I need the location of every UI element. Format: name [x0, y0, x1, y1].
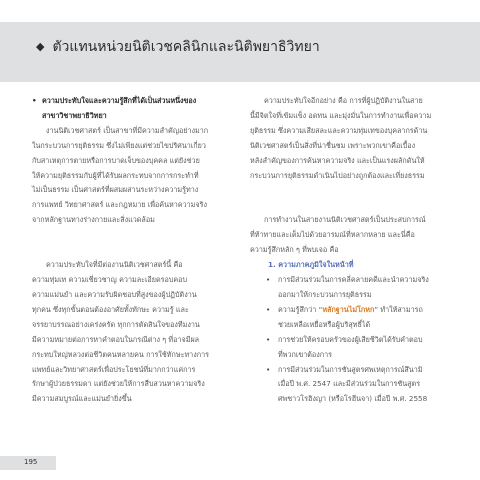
- section-title: [36, 36, 320, 58]
- question-heading-line: • ความประทับใจและความรู้สึกที่ได้เป็นส่วนหนึ่งของ: [42, 96, 197, 105]
- text-line: งานนิติเวชศาสตร์ เป็นสาขาที่มีความสำคัญอย่างมาก: [46, 125, 209, 135]
- text-line: จรรยาบรรณอย่างเคร่งครัด ทุกการตัดสินใจของทีมงาน: [32, 319, 200, 329]
- text-line: ให้ความยุติธรรมกับผู้ที่ได้รับผลกระทบจากการกระทำที่: [32, 170, 199, 180]
- list-item: [260, 303, 450, 333]
- list-item: [260, 273, 450, 303]
- text-line: จากหลักฐานทางร่างกายและสิ่งแวดล้อม: [32, 215, 155, 225]
- text-line: เมื่อปี พ.ศ. 2547 และมีส่วนร่วมในการชันสูตร: [278, 379, 421, 389]
- bullet-list: [250, 273, 450, 407]
- diamond-bullet-icon: ◆: [36, 40, 45, 53]
- text-line: ที่พวกเขาต้องการ: [278, 349, 333, 359]
- text-line: รักษาผู้ป่วยธรรมดา แต่ยังช่วยให้การสืบสวนหาความจริง: [32, 379, 205, 389]
- text-line: ความรู้สึกหลัก ๆ ที่พบเจอ คือ: [250, 245, 339, 255]
- list-item: [260, 333, 450, 363]
- text-line: ความทุ่มเท ความเชี่ยวชาญ ความละเอียดรอบคอบ: [32, 275, 188, 285]
- text-line: มีความสมบูรณ์และแม่นยำยิ่งขึ้น: [32, 394, 132, 404]
- section-title-text: ตัวแทนหน่วยนิติเวชคลินิกและนิติพยาธิวิทยา: [52, 39, 320, 55]
- text-line: การแพทย์ วิทยาศาสตร์ และกฎหมาย เพื่อค้นหาความจริง: [32, 200, 207, 210]
- text-line-start: ความรู้สึกว่า “: [278, 304, 323, 314]
- list-item: [260, 363, 450, 408]
- text-line: กับสาเหตุการตายหรือการบาดเจ็บของบุคคล แต่ยังช่วย: [32, 155, 200, 165]
- text-line-end: ” ทำให้สามารถ: [374, 304, 423, 314]
- text-line: กระทบใหญ่หลวงต่อชีวิตคนหลายคน การใช้ทักษะทางการ: [32, 349, 209, 359]
- highlighted-phrase: หลักฐานไม่โกหก: [322, 304, 375, 314]
- text-line: ที่ท้าทายและเต็มไปด้วยอารมณ์ที่หลากหลาย และนี่คือ: [250, 230, 415, 240]
- text-line: ศพชาวโรฮิงญา (หรือโรฮีนจา) เมื่อปี พ.ศ. 2558: [278, 394, 428, 404]
- text-line: ช่วยเหลือเหยื่อหรือผู้บริสุทธิ์ได้: [278, 319, 371, 329]
- text-line: ความประทับใจที่มีต่องานนิติเวชศาสตร์นี้ คือ: [46, 260, 183, 270]
- right-column: [250, 94, 450, 407]
- text-line: การมีส่วนร่วมในการชันสูตรศพเหตุการณ์สึนามิ: [278, 364, 423, 374]
- paragraph: [250, 94, 450, 183]
- text-line: มีความหมายต่อการหาคำตอบในกรณีต่าง ๆ ที่อาจมีผล: [32, 334, 200, 344]
- text-line: ยุติธรรม ซึ่งความเสียสละและความทุ่มเทของบุคลากรด้าน: [250, 125, 428, 135]
- text-line: การมีส่วนร่วมในการคลี่คลายคดีและนำความจริง: [278, 275, 429, 285]
- text-line: การช่วยให้ครอบครัวของผู้เสียชีวิตได้รับคำตอบ: [278, 334, 423, 344]
- text-line: การทำงานในสายงานนิติเวชศาสตร์เป็นประสบการณ์: [264, 215, 426, 225]
- text-line: ในกระบวนการยุติธรรม ซึ่งไม่เพียงแต่ช่วยไขปริศนาเกี่ยว: [32, 140, 206, 150]
- text-line: ความประทับใจอีกอย่าง คือ การที่ผู้ปฏิบัติงานในสาย: [264, 96, 423, 105]
- text-line: หลังสำคัญของการค้นหาความจริง และเป็นแรงผลักดันให้: [250, 155, 425, 165]
- text-line: นี้มีจิตใจที่เข้มแข็ง อดทน และมุ่งมั่นในการทำงานเพื่อความ: [250, 110, 432, 120]
- left-column: [32, 94, 232, 407]
- numbered-heading: 1. ความภาคภูมิใจในหน้าที่: [268, 260, 354, 270]
- text-line: ออกมาให้กระบวนการยุติธรรม: [278, 289, 372, 299]
- text-line: แพทย์และวิทยาศาสตร์เพื่อประโยชน์ที่มากกว่าแค่การ: [32, 364, 196, 374]
- text-line: ทุกคน ซึ่งทุกขั้นตอนต้องอาศัยทั้งทักษะ ความรู้ และ: [32, 304, 189, 314]
- text-line: ความแม่นยำ และความรับผิดชอบที่สูงของผู้ปฏิบัติงาน: [32, 289, 197, 299]
- paragraph: [250, 213, 450, 258]
- page-number: 195: [24, 458, 38, 466]
- text-line: นิติเวชศาสตร์เป็นสิ่งที่น่าชื่นชม เพราะพวกเขาคือเบื้อง: [250, 140, 416, 150]
- paragraph: [32, 124, 232, 228]
- question-heading-line: สาขาวิชาพยาธิวิทยา: [42, 110, 107, 120]
- text-line: ไม่เป็นธรรม เป็นศาสตร์ที่ผสมผสานระหว่างความรู้ทาง: [32, 185, 199, 195]
- paragraph: [32, 258, 232, 407]
- text-line: กระบวนการยุติธรรมดำเนินไปอย่างถูกต้องและเที่ยงธรรม: [250, 170, 425, 180]
- question-heading: [32, 94, 232, 124]
